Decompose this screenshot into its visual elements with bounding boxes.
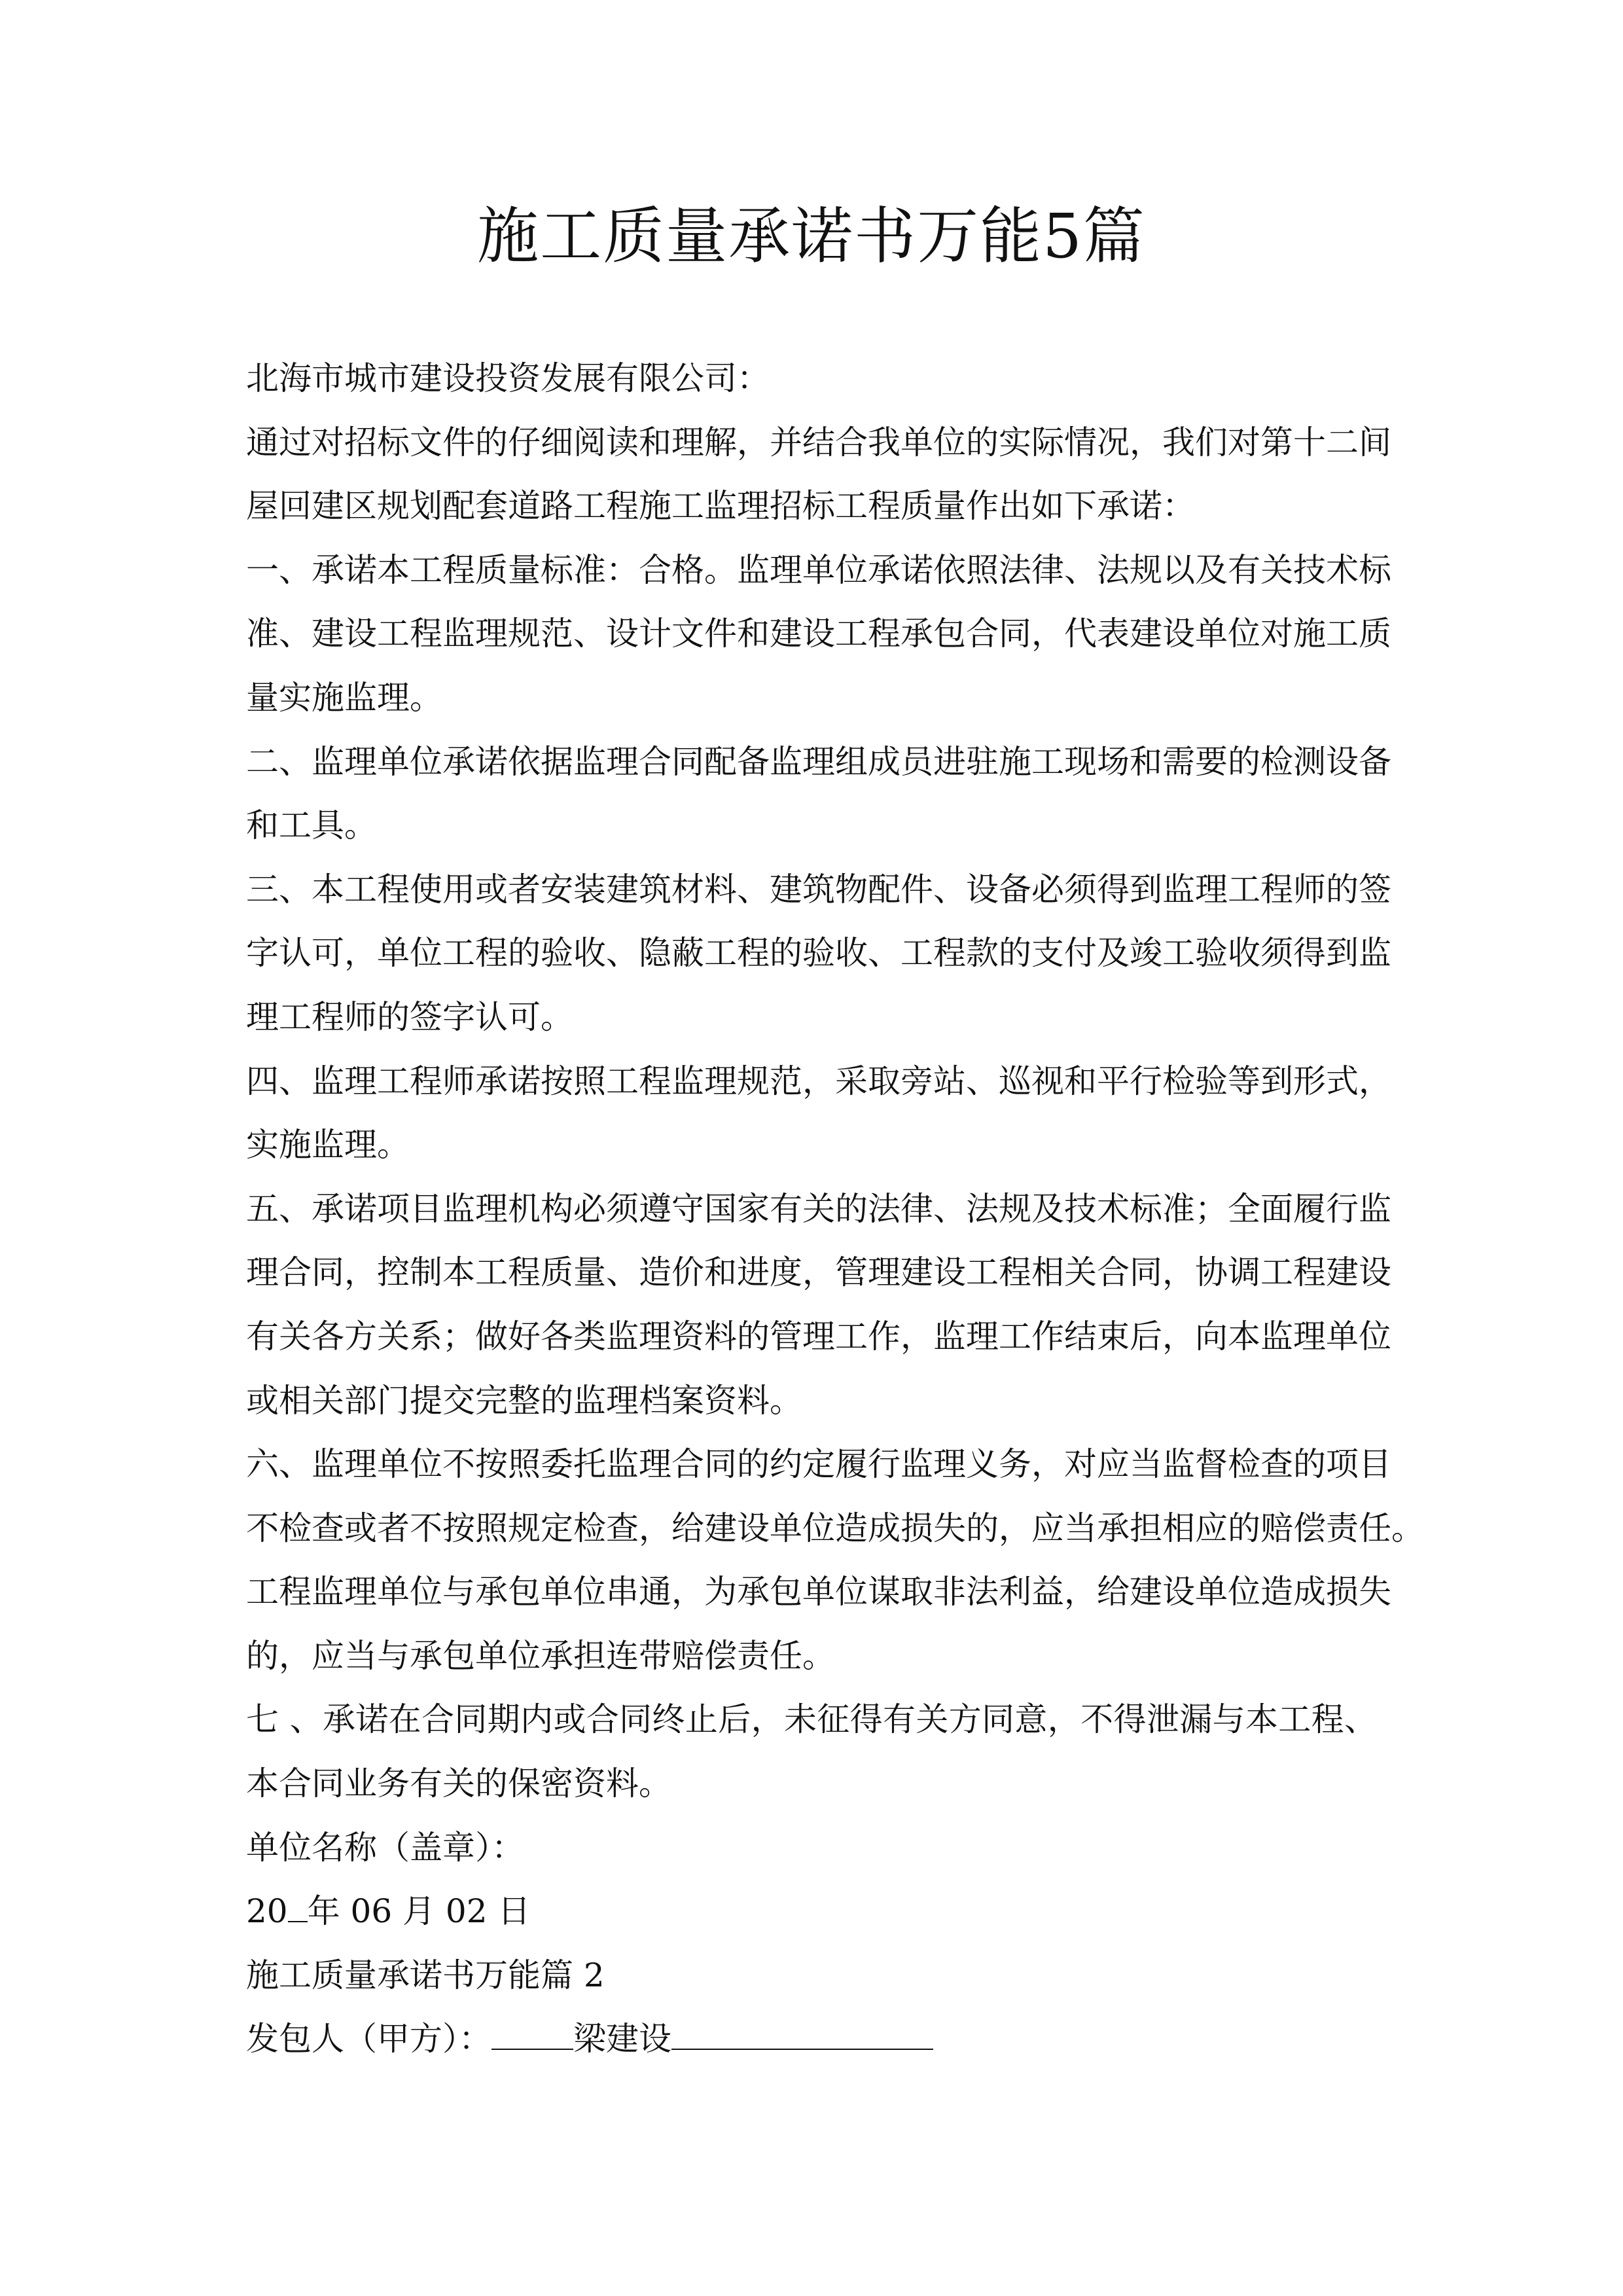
year-blank bbox=[288, 1887, 308, 1922]
paragraph-line: 三、本工程使用或者安装建筑材料、建筑物配件、设备必须得到监理工程师的签 bbox=[246, 870, 1391, 908]
section2-heading: 施工质量承诺书万能篇 2 bbox=[246, 1956, 605, 1994]
date-prefix: 20 bbox=[246, 1892, 288, 1931]
paragraph-line: 理合同，控制本工程质量、造价和进度，管理建设工程相关合同，协调工程建设 bbox=[246, 1253, 1391, 1292]
party-a-blank-left bbox=[491, 2015, 573, 2050]
paragraph-line: 理工程师的签字认可。 bbox=[246, 997, 573, 1036]
paragraph-line: 量实施监理。 bbox=[246, 678, 442, 717]
party-a-value: 梁建设 bbox=[573, 2020, 671, 2058]
paragraph-line: 二、监理单位承诺依据监理合同配备监理组成员进驻施工现场和需要的检测设备 bbox=[246, 742, 1391, 781]
party-a-blank-right bbox=[671, 2015, 933, 2050]
paragraph-line: 准、建设工程监理规范、设计文件和建设工程承包合同，代表建设单位对施工质 bbox=[246, 615, 1391, 653]
paragraph-line: 四、监理工程师承诺按照工程监理规范，采取旁站、巡视和平行检验等到形式， bbox=[246, 1062, 1391, 1100]
paragraph-line: 一、承诺本工程质量标准：合格。监理单位承诺依照法律、法规以及有关技术标 bbox=[246, 550, 1391, 589]
party-a-label: 发包人（甲方）： bbox=[246, 2020, 491, 2058]
paragraph-line: 七 、承诺在合同期内或合同终止后，未征得有关方同意，不得泄漏与本工程、 bbox=[246, 1700, 1377, 1739]
paragraph-line: 工程监理单位与承包单位串通，为承包单位谋取非法利益，给建设单位造成损失 bbox=[246, 1573, 1391, 1611]
paragraph-line: 字认可，单位工程的验收、隐蔽工程的验收、工程款的支付及竣工验收须得到监 bbox=[246, 934, 1391, 973]
addressee: 北海市城市建设投资发展有限公司： bbox=[246, 359, 770, 397]
paragraph-line: 本合同业务有关的保密资料。 bbox=[246, 1765, 671, 1803]
paragraph-line: 不检查或者不按照规定检查，给建设单位造成损失的，应当承担相应的赔偿责任。 bbox=[246, 1509, 1424, 1547]
paragraph-1 bbox=[246, 411, 1391, 539]
date-suffix: 年 06 月 02 日 bbox=[307, 1892, 531, 1931]
paragraph-line: 屋回建区规划配套道路工程施工监理招标工程质量作出如下承诺： bbox=[246, 487, 1195, 526]
paragraph-line: 六、监理单位不按照委托监理合同的约定履行监理义务，对应当监督检查的项目 bbox=[246, 1445, 1391, 1484]
unit-name-seal: 单位名称（盖章）： bbox=[246, 1828, 524, 1867]
paragraph-line: 实施监理。 bbox=[246, 1126, 410, 1164]
paragraph-line: 有关各方关系；做好各类监理资料的管理工作，监理工作结束后，向本监理单位 bbox=[246, 1317, 1391, 1355]
paragraph-5 bbox=[246, 1050, 1391, 1177]
paragraph-line: 的，应当与承包单位承担连带赔偿责任。 bbox=[246, 1636, 835, 1675]
paragraph-line: 五、承诺项目监理机构必须遵守国家有关的法律、法规及技术标准；全面履行监 bbox=[246, 1189, 1391, 1228]
paragraph-line: 或相关部门提交完整的监理档案资料。 bbox=[246, 1381, 802, 1420]
signature-date bbox=[246, 1880, 1377, 1944]
paragraph-6 bbox=[246, 1177, 1391, 1433]
document-title: 施工质量承诺书万能5篇 bbox=[477, 201, 1146, 272]
paragraph-line: 通过对招标文件的仔细阅读和理解，并结合我单位的实际情况，我们对第十二间 bbox=[246, 423, 1391, 461]
paragraph-7 bbox=[246, 1433, 1424, 1688]
party-a-line bbox=[246, 2007, 1377, 2072]
document-body bbox=[246, 347, 1424, 2072]
paragraph-3 bbox=[246, 730, 1391, 858]
paragraph-line: 和工具。 bbox=[246, 806, 377, 845]
paragraph-2 bbox=[246, 539, 1391, 730]
paragraph-8 bbox=[246, 1688, 1377, 1816]
paragraph-4 bbox=[246, 858, 1391, 1050]
